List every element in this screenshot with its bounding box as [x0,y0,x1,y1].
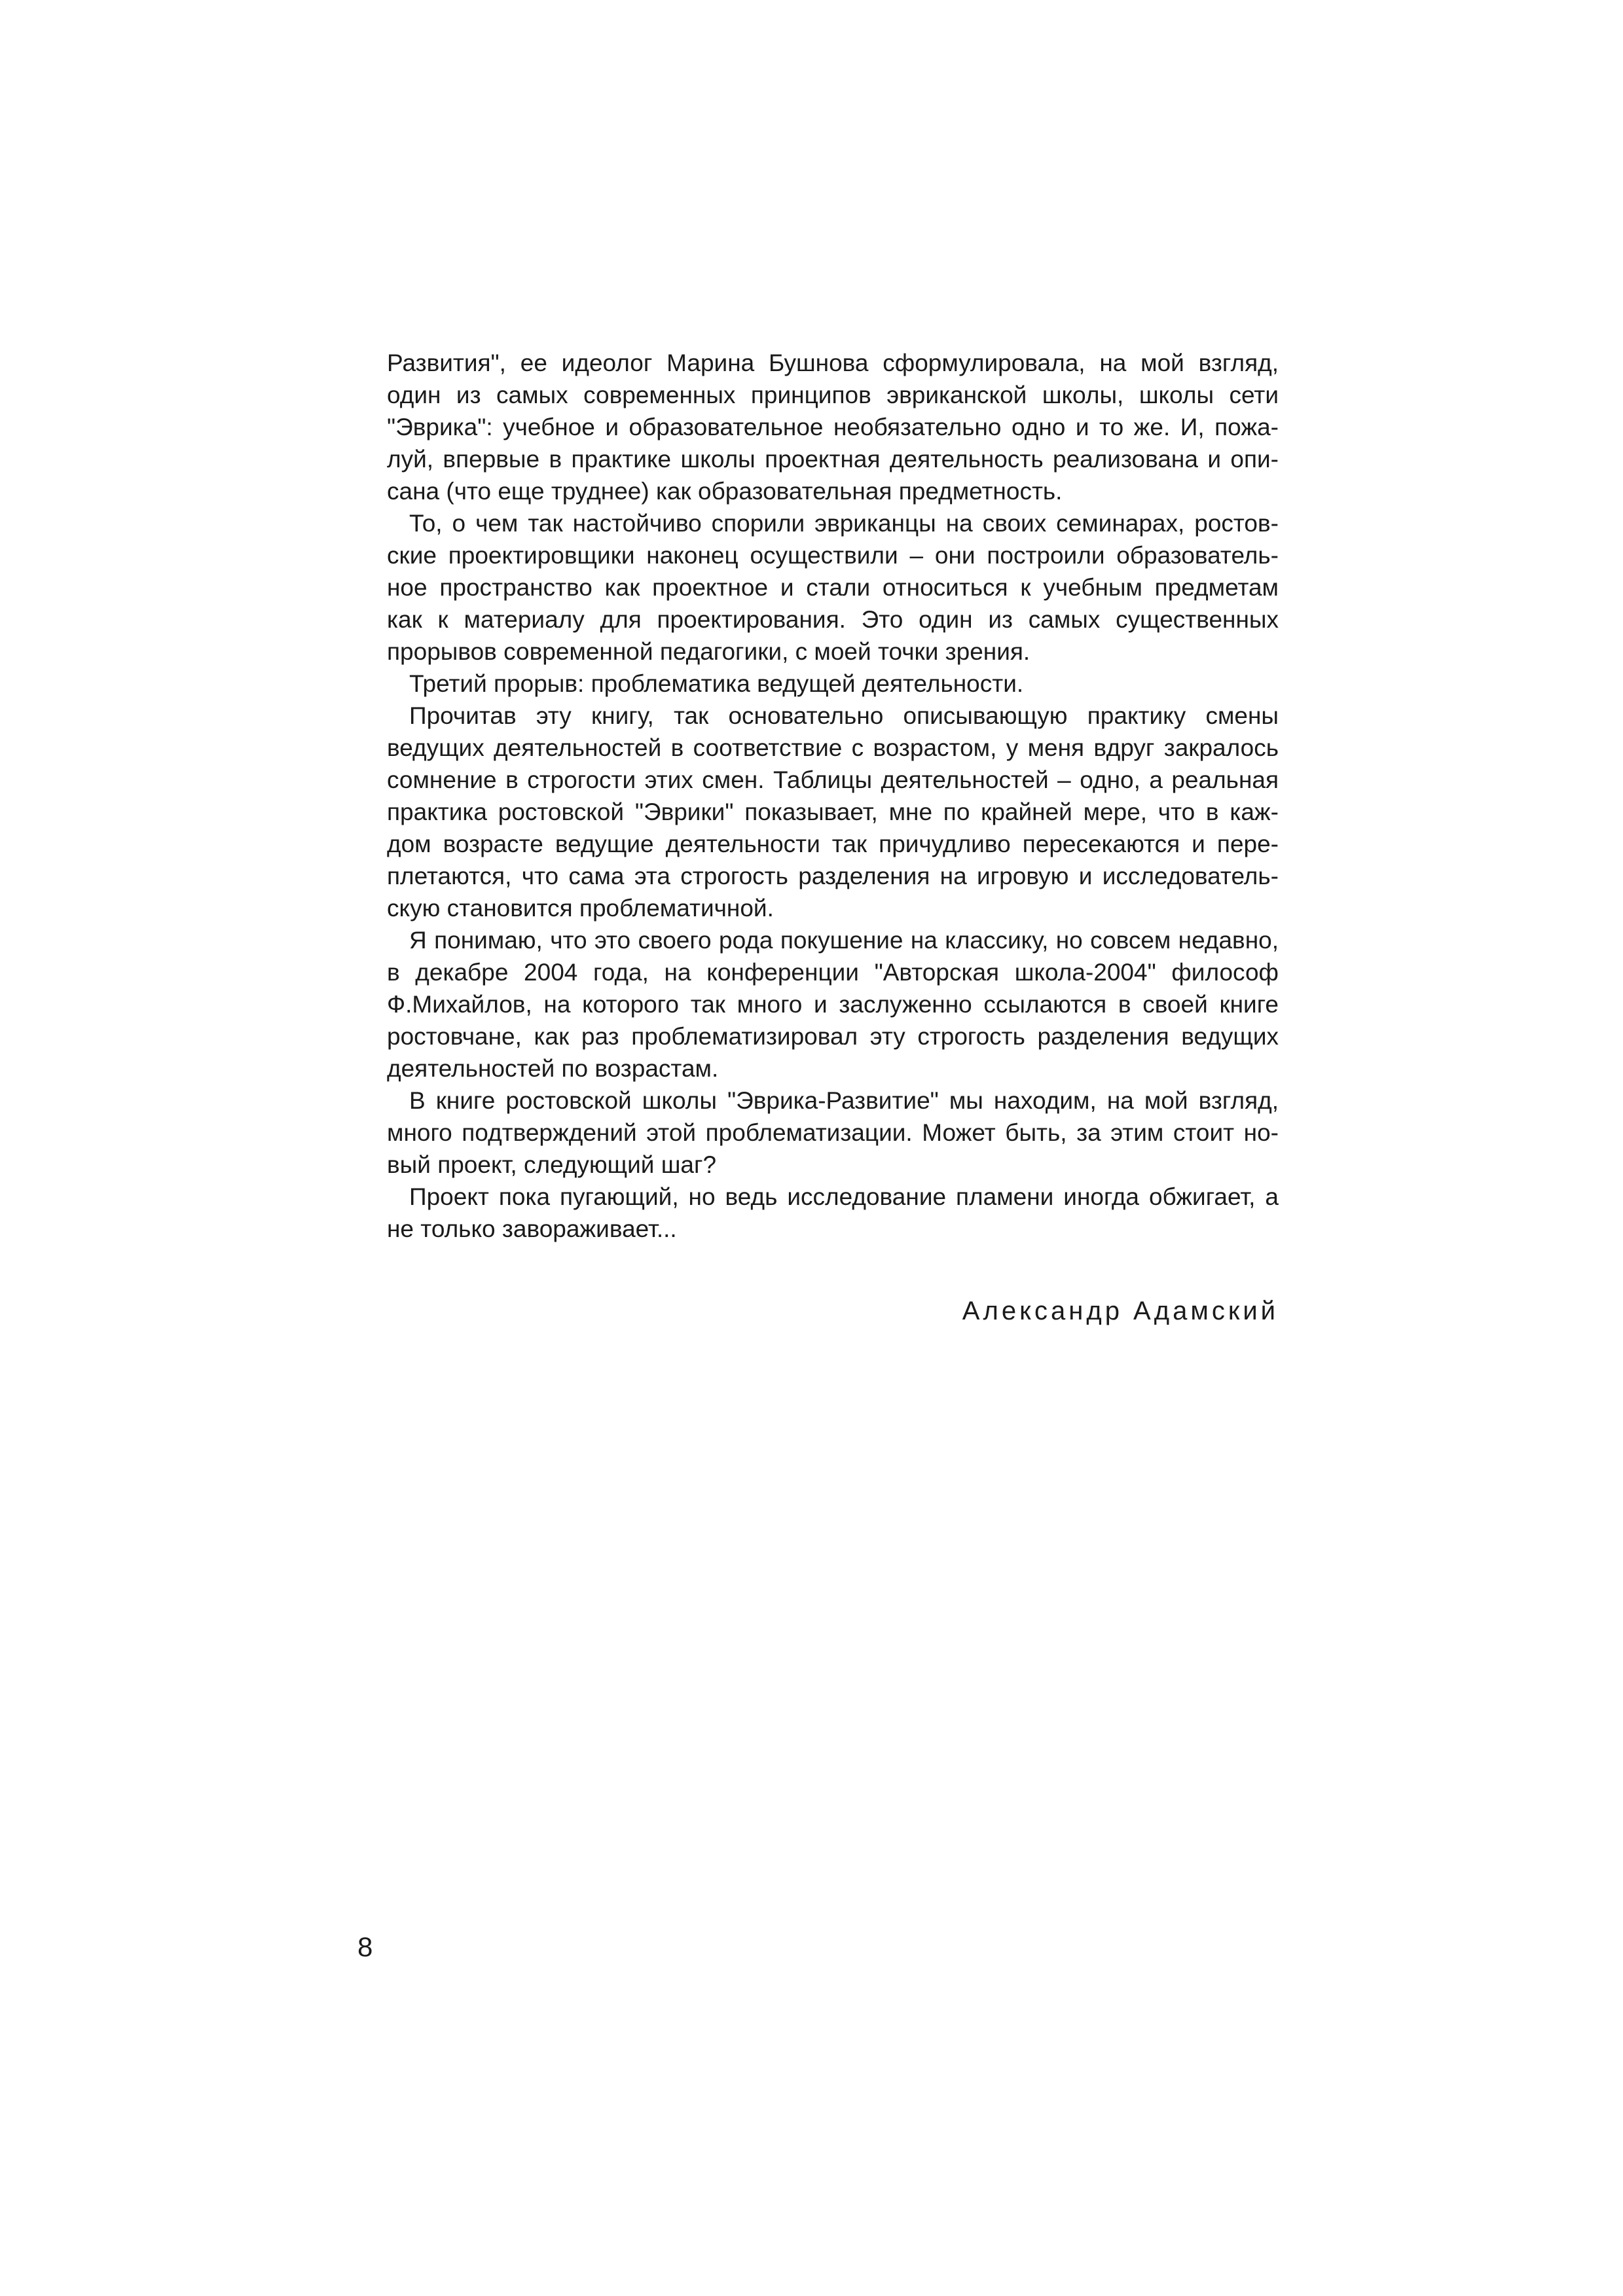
author-signature: Александр Адамский [962,1297,1279,1325]
text-line: дом возрасте ведущие деятельности так причудливо пересекаются и пере- [387,831,1279,857]
text-line: сомнение в строгости этих смен. Таблицы деятельностей – одно, а реальная [387,766,1279,793]
text-line: много подтверждений этой проблематизации. Может быть, за этим стоит но- [387,1119,1279,1146]
text-line: ские проектировщики наконец осуществили – они построили образователь- [387,542,1279,569]
text-line: Развития", ее идеолог Марина Бушнова сформулировала, на мой взгляд, [387,350,1279,376]
text-line: прорывов современной педагогики, с моей точки зрения. [387,638,1030,665]
text-line: один из самых современных принципов эвриканской школы, школы сети [387,382,1279,408]
text-line: вый проект, следующий шаг? [387,1151,717,1178]
text-line: ведущих деятельностей в соответствие с возрастом, у меня вдруг закралось [387,734,1279,761]
text-line: ростовчане, как раз проблематизировал эту строгость разделения ведущих [387,1023,1279,1050]
text-line: в декабре 2004 года, на конференции "Авторская школа-2004" философ [387,959,1279,986]
text-line: "Эврика": учебное и образовательное необязательно одно и то же. И, пожа- [387,414,1279,440]
text-line: плетаются, что сама эта строгость разделения на игровую и исследователь- [387,863,1279,889]
text-line: как к материалу для проектирования. Это один из самых существенных [387,606,1279,633]
text-line: То, о чем так настойчиво спорили эвриканцы на своих семинарах, ростов- [409,510,1279,537]
text-line: сана (что еще труднее) как образовательная предметность. [387,478,1063,505]
text-line: Проект пока пугающий, но ведь исследование пламени иногда обжигает, а [409,1183,1279,1210]
text-line: скую становится проблематичной. [387,895,774,922]
text-line: ное пространство как проектное и стали относиться к учебным предметам [387,574,1279,601]
text-line: Прочитав эту книгу, так основательно описывающую практику смены [409,702,1279,729]
text-line: не только завораживает... [387,1215,677,1242]
text-line: деятельностей по возрастам. [387,1055,719,1082]
body-text [387,347,1279,1245]
text-line: В книге ростовской школы "Эврика-Развитие" мы находим, на мой взгляд, [409,1087,1279,1114]
text-line: практика ростовской "Эврики" показывает, мне по крайней мере, что в каж- [387,798,1279,825]
page-number: 8 [357,1931,373,1962]
text-line: Я понимаю, что это своего рода покушение на классику, но совсем недавно, [409,927,1279,954]
text-line: Третий прорыв: проблематика ведущей деятельности. [409,670,1024,697]
text-line: луй, впервые в практике школы проектная деятельность реализована и опи- [387,446,1279,473]
text-line: Ф.Михайлов, на которого так много и заслуженно ссылаются в своей книге [387,991,1279,1018]
